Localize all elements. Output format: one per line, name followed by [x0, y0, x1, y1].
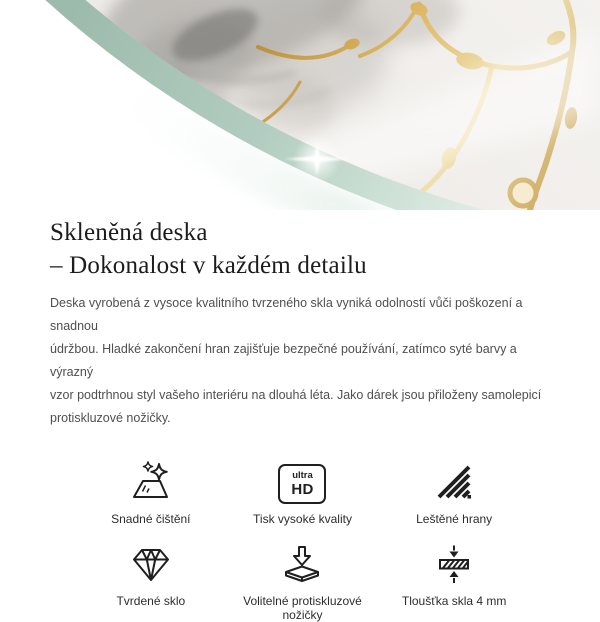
product-title: [50, 216, 555, 282]
content-section: [0, 216, 600, 622]
ultra-hd-icon: [278, 458, 326, 504]
description-line: údržbou. Hladké zakončení hran zajišťuje bezpečné používání, zatímco syté barvy a výrazný: [50, 342, 517, 379]
description-line: protiskluzové nožičky.: [50, 411, 171, 425]
sparkle-clean-icon: [128, 458, 174, 504]
glass-disc-illustration: [0, 0, 600, 210]
glass-thickness-icon: [432, 540, 476, 586]
features-grid: [75, 458, 530, 622]
feature-polished-edges: [378, 458, 530, 526]
product-description: [50, 292, 555, 430]
feature-easy-cleaning: [75, 458, 227, 526]
feature-label: Leštěné hrany: [416, 512, 493, 526]
gold-ring-detail: [510, 180, 536, 206]
description-line: Deska vyrobená z vysoce kvalitního tvrzeného skla vyniká odolností vůči poškození a snadnou: [50, 296, 523, 333]
title-line-1: Skleněná deska: [50, 219, 208, 246]
polished-edges-icon: [432, 458, 476, 504]
tempered-glass-diamond-icon: [129, 540, 173, 586]
feature-label: Tloušťka skla 4 mm: [401, 594, 507, 608]
title-line-2: – Dokonalost v každém detailu: [50, 252, 367, 279]
feature-tempered-glass: [75, 540, 227, 622]
feature-label: Tvrdené sklo: [116, 594, 186, 608]
ultra-hd-text-bottom: HD: [291, 480, 314, 498]
feature-glass-thickness: [378, 540, 530, 622]
feature-label: Tisk vysoké kvality: [253, 512, 352, 526]
description-line: vzor podtrhnou styl vašeho interiéru na dlouhá léta. Jako dárek jsou přiloženy samolepicí: [50, 388, 542, 402]
ultra-hd-text-top: ultra: [292, 470, 313, 482]
anti-slip-feet-icon: [280, 540, 324, 586]
hero-image: [0, 0, 600, 210]
feature-label: Snadné čištění: [111, 512, 191, 526]
feature-label: Volitelné protiskluzové nožičky: [243, 594, 362, 622]
feature-print-quality: [227, 458, 379, 526]
feature-anti-slip-feet: [227, 540, 379, 622]
